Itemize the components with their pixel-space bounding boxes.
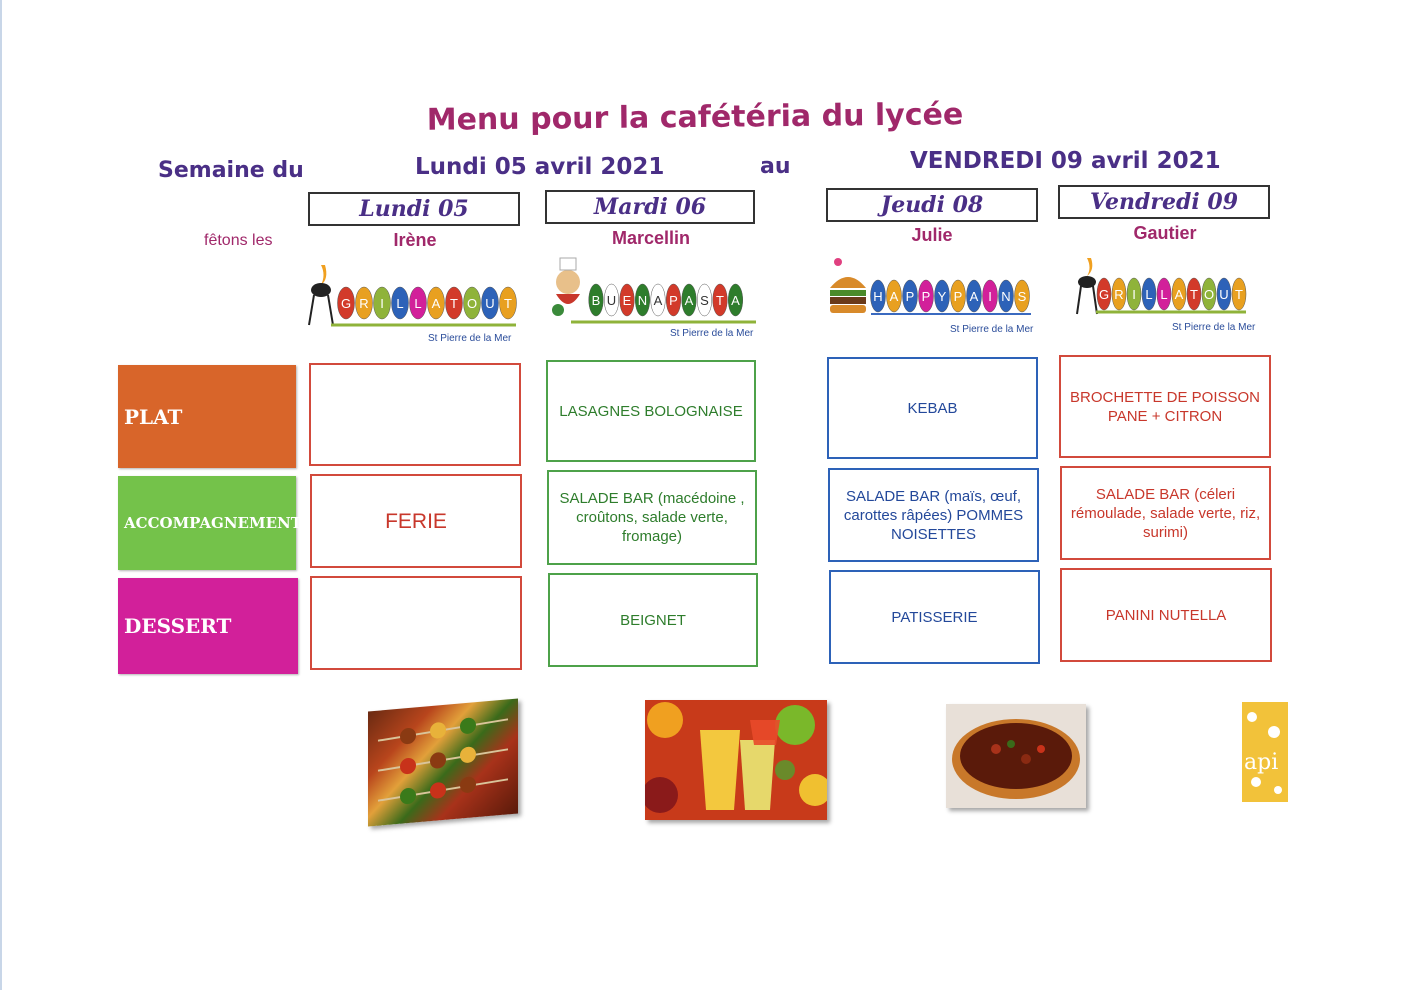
logo-sub: St Pierre de la Mer [428,333,512,344]
saints-label: fêtons les [204,232,273,249]
category-accompagnement: ACCOMPAGNEMENT [118,476,296,570]
day-header-monday: Lundi 05 [308,192,520,226]
grillatout-logo-monday [306,255,526,345]
logo-letter: I [1132,287,1136,302]
category-plat: PLAT [118,365,296,468]
logo-letter: L [396,296,404,311]
logo-letter: T [1235,287,1243,302]
menu-cell-monday-accompagnement: FERIE [310,474,522,568]
day-header-tuesday: Mardi 06 [545,190,755,224]
logo-letter: A [431,296,441,311]
menu-cell-thursday-dessert: PATISSERIE [829,570,1040,664]
logo-letter: T [716,293,724,308]
logo-letter: B [591,293,601,308]
logo-letter: L [414,296,422,311]
logo-letter: R [359,296,369,311]
start-date: Lundi 05 avril 2021 [415,154,665,180]
logo-sub: St Pierre de la Mer [670,328,754,339]
logo-letter: E [622,293,632,308]
end-date: VENDREDI 09 avril 2021 [910,148,1221,174]
logo-letter: G [340,296,352,311]
logo-letter: I [380,296,384,311]
saint-tuesday: Marcellin [611,228,691,248]
logo-letter: A [1174,287,1184,302]
menu-cell-tuesday-dessert: BEIGNET [548,573,758,667]
week-label: Semaine du [158,158,304,183]
logo-letter: U [485,296,495,311]
logo-letter: T [450,296,458,311]
logo-letter: A [889,289,899,304]
saint-thursday: Julie [911,225,953,245]
menu-cell-friday-plat: BROCHETTE DE POISSON PANE + CITRON [1059,355,1271,458]
logo-letter: G [1098,287,1110,302]
buenapasta-logo [546,252,766,342]
menu-cell-friday-accompagnement: SALADE BAR (céleri rémoulade, salade verte, riz, surimi) [1060,466,1271,560]
logo-letter: N [637,293,648,308]
logo-letter: T [504,296,512,311]
api-logo-text: api [1244,750,1279,775]
logo-sub: St Pierre de la Mer [950,324,1034,335]
grillatout-logo-friday [1074,250,1294,340]
logo-letter: A [969,289,979,304]
menu-cell-thursday-plat: KEBAB [827,357,1038,459]
day-header-thursday: Jeudi 08 [826,188,1038,222]
logo-letter: O [1203,287,1215,302]
logo-letter: I [988,289,992,304]
logo-letter: N [1001,289,1011,304]
logo-letter: P [921,289,931,304]
logo-letter: L [1160,287,1168,302]
menu-cell-friday-dessert: PANINI NUTELLA [1060,568,1272,662]
menu-cell-monday-plat [309,363,521,466]
logo-letter: U [606,293,617,308]
fruit-juice-photo [645,700,827,820]
logo-letter: S [1017,289,1027,304]
logo-letter: A [653,293,663,308]
menu-cell-tuesday-plat: LASAGNES BOLOGNAISE [546,360,756,462]
category-dessert: DESSERT [118,578,298,674]
saint-friday: Gautier [1133,223,1197,243]
saint-monday: Irène [393,230,437,250]
logo-letter: H [873,289,883,304]
logo-letter: A [731,293,740,308]
menu-cell-thursday-accompagnement: SALADE BAR (maïs, œuf, carottes râpées) POMMES NOISETTES [828,468,1039,562]
logo-sub: St Pierre de la Mer [1172,322,1256,333]
logo-letter: O [466,296,478,311]
happypains-logo [826,250,1046,340]
day-header-friday: Vendredi 09 [1058,185,1270,219]
skewers-photo [368,698,518,826]
page-title: Menu pour la cafétéria du lycée [426,97,964,138]
logo-letter: Y [937,289,947,304]
menu-cell-monday-dessert [310,576,522,670]
api-logo [1242,702,1288,802]
logo-letter: T [1190,287,1198,302]
logo-letter: P [905,289,915,304]
menu-cell-tuesday-accompagnement: SALADE BAR (macédoine , croûtons, salade verte, fromage) [547,470,757,565]
chili-dish-photo [946,704,1086,808]
logo-letter: R [1114,287,1124,302]
logo-letter: P [669,293,678,308]
logo-letter: L [1145,287,1153,302]
logo-letter: S [700,293,709,308]
logo-letter: P [953,289,963,304]
to-label: au [760,154,791,179]
logo-letter: U [1219,287,1229,302]
logo-letter: A [684,293,694,308]
page-edge [0,0,2,990]
